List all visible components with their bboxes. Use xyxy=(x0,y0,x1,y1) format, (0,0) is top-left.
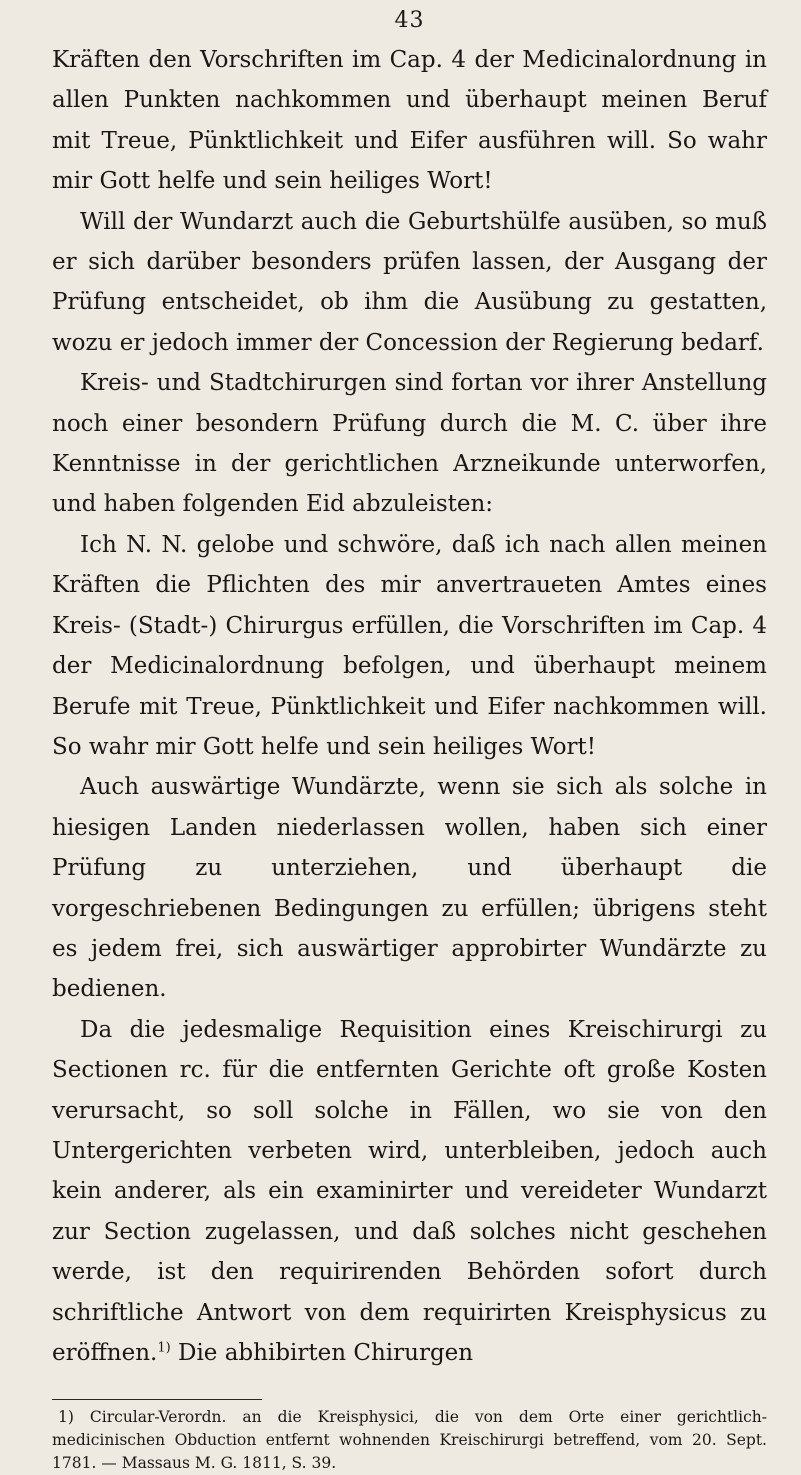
paragraph-requisition-text: Da die jedesmalige Requisition eines Kreischirurgi zu Sectionen rc. für die entfernten Gerichte oft große Kosten verursacht, so soll solche in Fällen, wo sie von den Untergerichten verbeten wird, unterbleiben, jedoch auch kein anderer, als ein examinirter und vereideter Wundarzt zur Section zugelassen, und daß solches nicht geschehen werde, ist den requirirenden Behörden sofort durch schriftliche Antwort von dem requirirten Kreisphysicus zu eröffnen. xyxy=(52,1016,767,1366)
paragraph-obstetrics: Will der Wundarzt auch die Geburtshülfe ausüben, so muß er sich darüber besonders prüfen lassen, der Ausgang der Prüfung entscheidet, ob ihm die Ausübung zu gestatten, wozu er jedoch immer der Concession der Regierung bedarf. xyxy=(52,208,767,356)
paragraph-requisition xyxy=(52,1010,767,1374)
main-text xyxy=(52,40,767,1373)
footnote-reference: 1) xyxy=(157,1340,171,1356)
paragraph-oath: Ich N. N. gelobe und schwöre, daß ich nach allen meinen Kräften die Pflichten des mir anvertraueten Amtes eines Kreis- (Stadt-) Chirurgus erfüllen, die Vorschriften im Cap. 4 der Medicinalordnung befolgen, und überhaupt meinem Berufe mit Treue, Pünktlichkeit und Eifer nachkommen will. So wahr mir Gott helfe und sein heiliges Wort! xyxy=(52,531,767,760)
footnote xyxy=(52,1406,767,1475)
paragraph-continuation: Kräften den Vorschriften im Cap. 4 der Medicinalordnung in allen Punkten nachkommen und überhaupt meinen Beruf mit Treue, Pünktlichkeit und Eifer ausführen will. So wahr mir Gott helfe und sein heiliges Wort! xyxy=(52,47,767,195)
footnote-marker: 1) xyxy=(58,1408,74,1427)
page-number: 43 xyxy=(394,8,425,33)
footnote-text: Circular-Verordn. an die Kreisphysici, die von dem Orte einer gerichtlich-medicinischen Obduction entfernt wohnenden Kreischirurgi betreffend, vom 20. Sept. 1781. — Massaus M. G. 1811, S. 39. xyxy=(52,1408,767,1473)
paragraph-requisition-tail: Die abhibirten Chirurgen xyxy=(170,1340,474,1366)
paragraph-foreign-surgeons: Auch auswärtige Wundärzte, wenn sie sich als solche in hiesigen Landen niederlassen wollen, haben sich einer Prüfung zu unterziehen, und überhaupt die vorgeschriebenen Bedingungen zu erfüllen; übrigens steht es jedem frei, sich auswärtiger approbirter Wundärzte zu bedienen. xyxy=(52,774,767,1003)
paragraph-district-surgeons: Kreis- und Stadtchirurgen sind fortan vor ihrer Anstellung noch einer besondern Prüfung durch die M. C. über ihre Kenntnisse in der gerichtlichen Arzneikunde unterworfen, und haben folgenden Eid abzuleisten: xyxy=(52,370,767,518)
footnote-divider xyxy=(52,1399,262,1400)
